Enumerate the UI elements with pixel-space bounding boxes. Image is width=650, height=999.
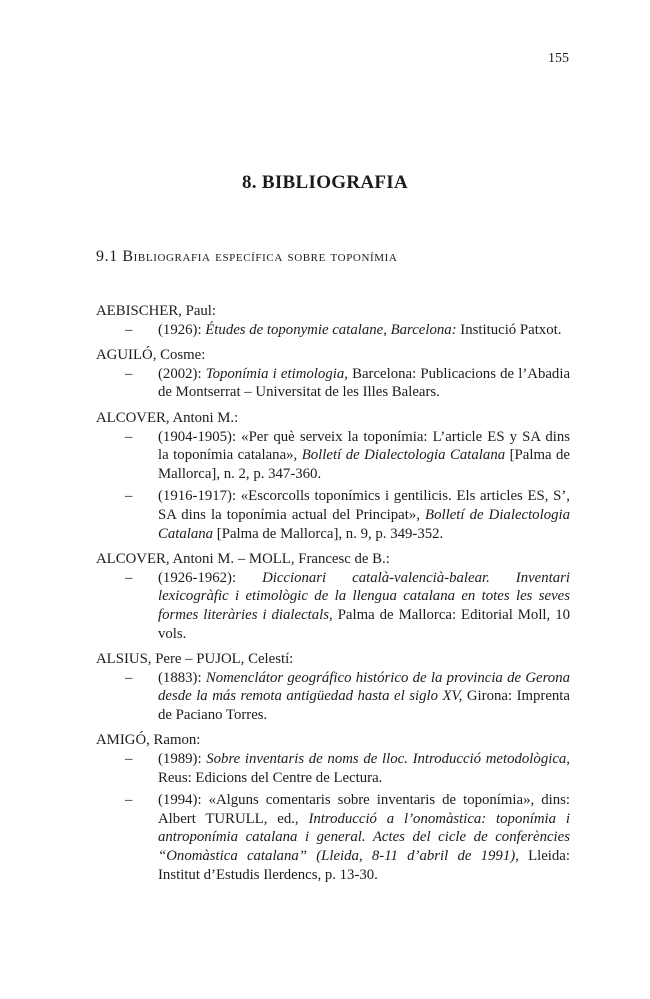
entry-author: AEBISCHER, Paul:: [96, 303, 217, 319]
bibliography-entry: [96, 650, 570, 724]
bibliography-entry: [96, 302, 570, 339]
page-number: 155: [548, 51, 569, 66]
reference-text: Reus: Edicions del Centre de Lectura.: [158, 769, 383, 786]
reference-text: [Palma de Mallorca], n. 2, p. 347-360.: [158, 447, 571, 482]
list-dash: –: [125, 428, 133, 445]
reference-text: (1994): «Alguns comentaris sobre inventaris de toponímia», dins: Albert TURULL, ed.,: [158, 792, 570, 827]
reference-title: Toponímia i etimologia,: [205, 365, 348, 382]
reference-title: Nomenclátor geográfico histórico de la provincia de Gerona desde la más remota antigüedad hasta el siglo XV,: [158, 669, 571, 705]
reference-text: Girona: Imprenta de Paciano Torres.: [158, 688, 570, 723]
list-dash: –: [125, 365, 133, 382]
entry-reference: [96, 569, 570, 643]
bibliography-entry: [96, 731, 570, 884]
reference-text: Lleida: Institut d’Estudis Ilerdencs, p. 13-30.: [158, 848, 570, 883]
reference-text: Palma de Mallorca: Editorial Moll, 10 vols.: [158, 606, 570, 642]
reference-text: (1883):: [158, 669, 206, 686]
entry-author: AGUILÓ, Cosme:: [96, 347, 206, 364]
reference-title: Sobre inventaris de noms de lloc. Introducció metodològica,: [206, 751, 570, 768]
entry-reference: [96, 750, 570, 787]
entry-reference: [96, 487, 570, 543]
list-dash: –: [125, 321, 133, 338]
reference-text: Barcelona: Publicacions de l’Abadia de Montserrat – Universitat de les Illes Balears.: [158, 365, 571, 401]
chapter-title: 8. BIBLIOGRAFIA: [241, 172, 409, 193]
bibliography-entry: [96, 550, 570, 643]
reference-title: Études de toponymie catalane, Barcelona:: [205, 321, 457, 338]
reference-text: (1904-1905): «Per què serveix la toponímia: L’article ES y SA dins la toponímia catalana»,: [158, 428, 570, 464]
bibliography-list: [96, 302, 570, 891]
reference-text: (1989):: [158, 751, 207, 768]
entry-reference: [96, 428, 570, 484]
reference-text: [Palma de Mallorca], n. 9, p. 349-352.: [213, 525, 444, 542]
entry-author: AMIGÓ, Ramon:: [96, 732, 201, 749]
list-dash: –: [125, 751, 133, 768]
entry-reference: [96, 791, 570, 884]
reference-text: Institució Patxot.: [456, 321, 562, 338]
reference-text: (2002):: [158, 365, 206, 382]
section-heading: 9.1 Bibliografia específica sobre toponímia: [96, 248, 398, 265]
reference-title: Introducció a l’onomàstica: toponímia i antroponímia catalana i general. Actes del cicle de conferències “Onomàstica catalana” (Lleida, 8-11 d’abril de 1991),: [158, 810, 571, 865]
list-dash: –: [125, 488, 133, 505]
reference-title: Bolletí de Dialectologia Catalana: [158, 506, 571, 542]
entry-reference: [96, 669, 570, 725]
list-dash: –: [125, 669, 133, 686]
reference-text: (1926):: [158, 321, 206, 338]
reference-text: (1916-1917): «Escorcolls toponímics i gentilicis. Els articles ES, S’, SA dins la toponímia actual del Principat»,: [158, 488, 570, 523]
bibliography-entry: [96, 346, 570, 402]
entry-reference: [96, 321, 570, 340]
entry-author: ALCOVER, Antoni M. – MOLL, Francesc de B.:: [96, 551, 390, 568]
list-dash: –: [125, 792, 133, 809]
entry-author: ALCOVER, Antoni M.:: [96, 409, 239, 426]
entry-reference: [96, 365, 570, 402]
reference-title: Diccionari català-valencià-balear. Inventari lexicogràfic i etimològic de la llengua catalana en totes les seves formes literàries i dialectals,: [158, 569, 570, 623]
list-dash: –: [125, 569, 133, 586]
reference-title: Bolletí de Dialectologia Catalana: [301, 447, 506, 464]
bibliography-entry: [96, 409, 570, 543]
entry-author: ALSIUS, Pere – PUJOL, Celestí:: [96, 651, 294, 668]
reference-text: (1926-1962):: [158, 569, 263, 586]
